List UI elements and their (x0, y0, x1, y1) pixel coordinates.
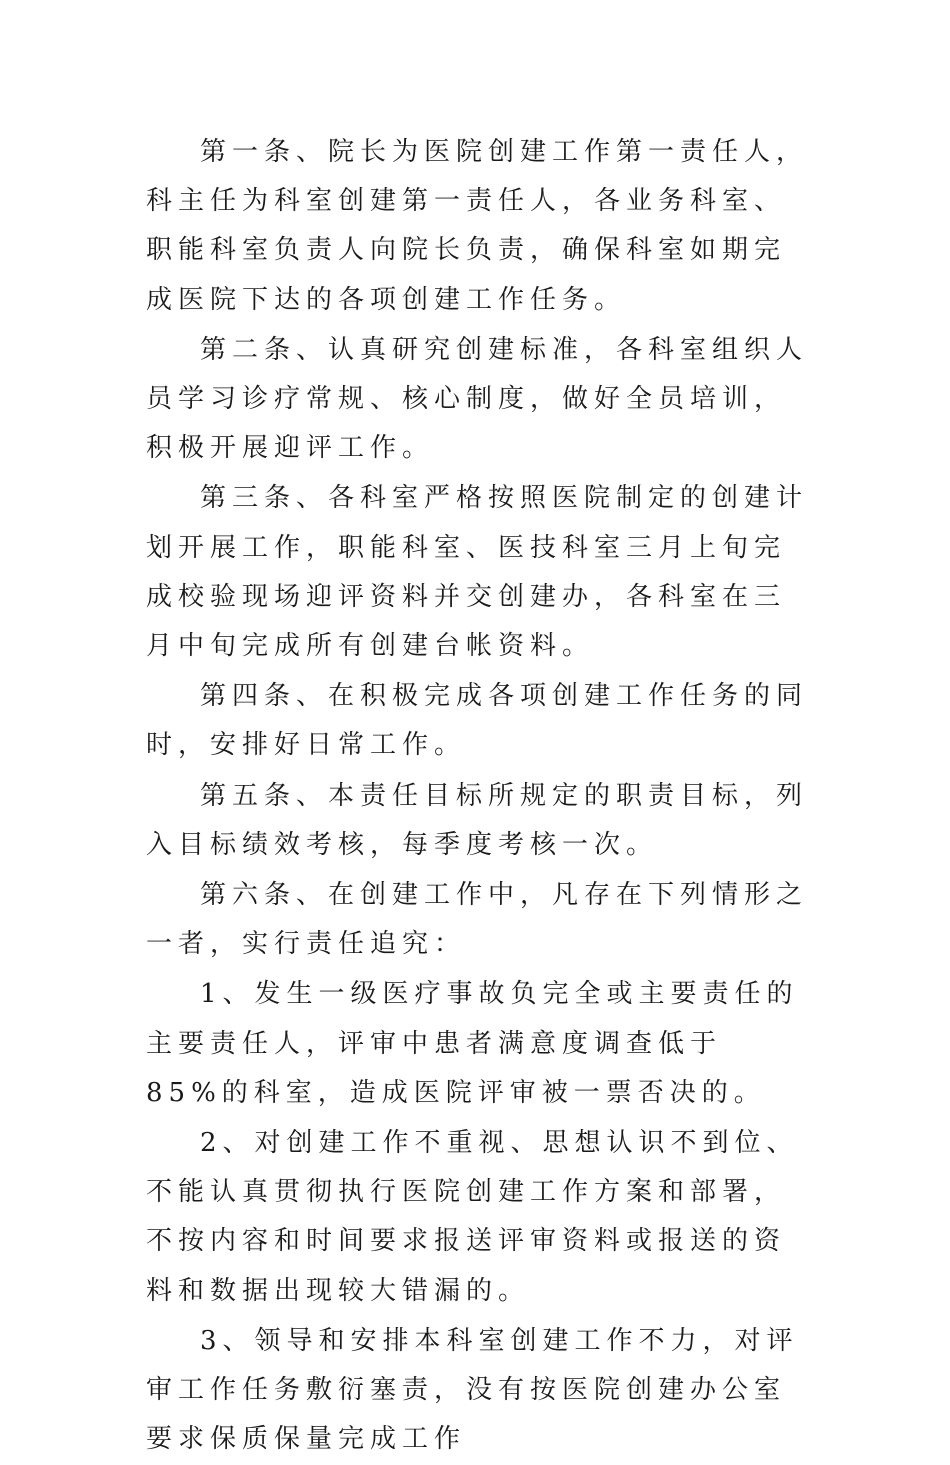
paragraph (146, 1119, 810, 1316)
paragraph-line: 长负责，确保科室如期完成医院下达的各项创建工作任务。 (146, 235, 787, 315)
paragraph (146, 1317, 810, 1465)
paragraph-line: 敷衍塞责，没有按医院创建办公室要求保质保量完成工作 (146, 1375, 787, 1455)
paragraph-line: 作，职能科室、医技科室三月上旬完成校验现场迎评资料 (146, 532, 787, 612)
paragraph-line: 彻执行医院创建工作方案和部署，不按内容和时间要求报 (146, 1177, 787, 1257)
paragraph-line: 送评审资料或报送的资料和数据出现较大错漏的。 (146, 1226, 787, 1306)
paragraph-line: 科室创建第一责任人，各业务科室、职能科室负责人向院 (146, 186, 787, 266)
paragraph (146, 672, 810, 770)
paragraph-line: 第三条、各科室严格按照医院制定的创建计划开展工 (146, 483, 809, 563)
paragraph-line: 第一条、院长为医院创建工作第一责任人，科主任为 (146, 137, 809, 217)
paragraph-line: 2、对创建工作不重视、思想认识不到位、不能认真贯 (146, 1128, 799, 1208)
paragraph-line: 第二条、认真研究创建标准，各科室组织人员学习诊 (146, 334, 809, 415)
document-body (146, 128, 810, 1465)
paragraph (146, 772, 810, 870)
paragraph (146, 474, 810, 671)
paragraph (146, 326, 810, 474)
paragraph (146, 128, 810, 325)
paragraph-line: 1、发生一级医疗事故负完全或主要责任的主要责任人， (146, 979, 799, 1059)
paragraph-line: 第四条、在积极完成各项创建工作任务的同时，安排 (146, 681, 809, 761)
paragraph-line: 第六条、在创建工作中，凡存在下列情形之一者，实 (146, 880, 809, 960)
paragraph-line: 评审中患者满意度调查低于 85%的科室，造成医院评审被一 (146, 1028, 737, 1108)
paragraph (146, 871, 810, 969)
paragraph-line: 票否决的。 (605, 1077, 766, 1108)
paragraph-line: 行责任追究： (274, 929, 467, 960)
paragraph-line: 好日常工作。 (274, 730, 467, 761)
paragraph-line: 疗常规、核心制度，做好全员培训，积极开展迎评工作。 (146, 384, 787, 464)
paragraph-line: 效考核，每季度考核一次。 (274, 829, 659, 860)
paragraph-line: 3、领导和安排本科室创建工作不力，对评审工作任务 (146, 1325, 799, 1406)
paragraph-line: 并交创建办，各科室在三月中旬完成所有创建台帐资料。 (146, 581, 787, 662)
paragraph-line: 第五条、本责任目标所规定的职责目标，列入目标绩 (146, 780, 809, 860)
paragraph (146, 970, 810, 1118)
